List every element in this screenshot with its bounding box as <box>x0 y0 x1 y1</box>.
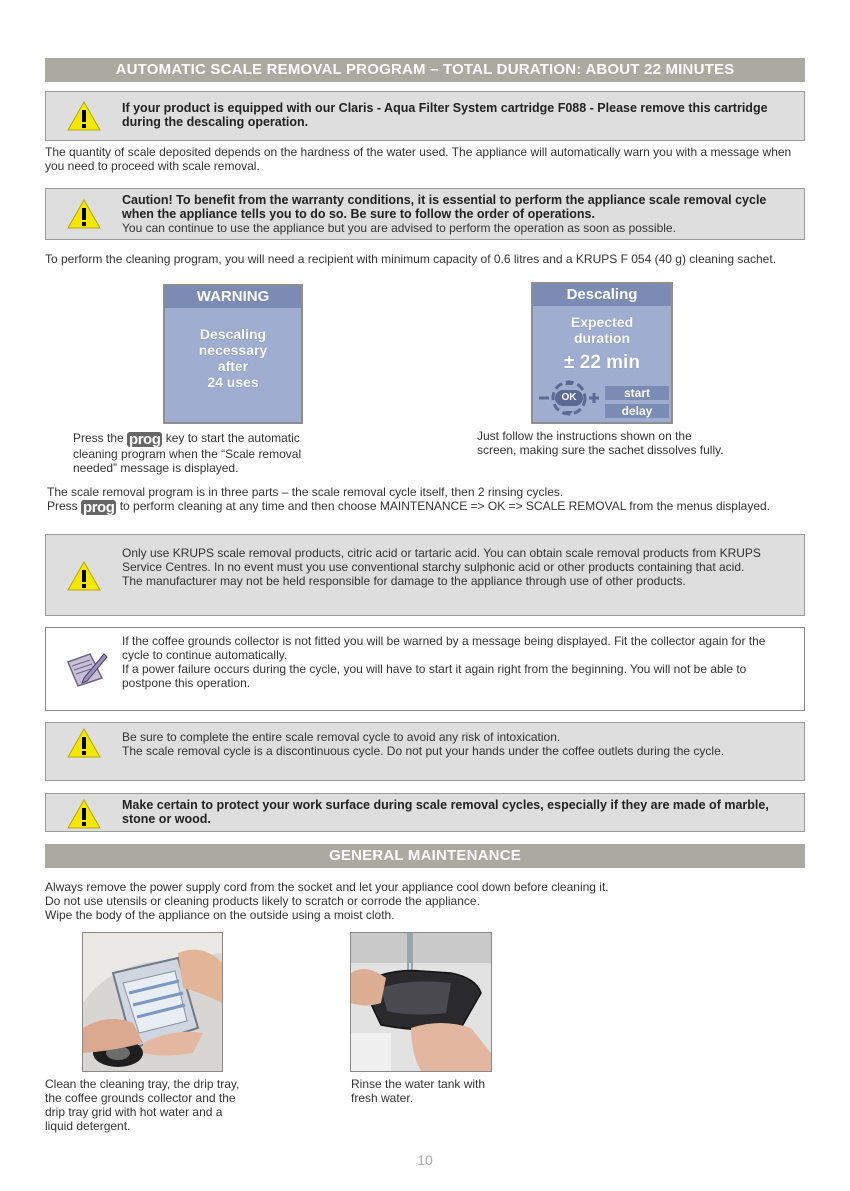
start-option: start <box>605 386 669 400</box>
paragraph-line: Always remove the power supply cord from the socket and let your appliance cool down before cleaning it. <box>45 880 609 894</box>
notice-filter-cartridge <box>45 91 805 141</box>
screen-line: Descaling <box>199 326 267 342</box>
paragraph-requirements: To perform the cleaning program, you will need a recipient with minimum capacity of 0.6 litres and a KRUPS F 054 (40 g) cleaning sachet. <box>45 252 777 266</box>
prog-key-icon: prog <box>129 431 161 448</box>
paragraph-three-parts <box>47 485 807 515</box>
screen-line: necessary <box>198 342 268 358</box>
note-line: If the coffee grounds collector is not fitted you will be warned by a message being displayed. Fit the collector again for the cycle to continue automatically. <box>122 634 766 662</box>
notice-text: Make certain to protect your work surface during scale removal cycles, especially if they are made of marble, stone or wood. <box>122 798 769 826</box>
caption-follow-instructions: Just follow the instructions shown on the screen, making sure the sachet dissolves fully. <box>477 429 724 457</box>
notice-bold-text: Caution! To benefit from the warranty conditions, it is essential to perform the appliance scale removal cycle when the appliance tells you to do so. Be sure to follow the order of operations. <box>122 193 767 221</box>
notice-protect-surface <box>45 793 805 832</box>
display-warning-screen <box>163 284 303 424</box>
screen-line: after <box>217 358 249 374</box>
caption-text: key to start the automatic cleaning program when the “Scale removal needed” message is displayed. <box>73 431 302 475</box>
caption-text: Press the <box>73 431 124 445</box>
notice-line: Be sure to complete the entire scale removal cycle to avoid any risk of intoxication. <box>122 730 561 744</box>
caption-press-prog <box>73 431 335 475</box>
warning-icon <box>66 727 102 759</box>
caption-clean-tray: Clean the cleaning tray, the drip tray, the coffee grounds collector and the drip tray grid with hot water and a liquid detergent. <box>45 1077 240 1133</box>
screen-header: WARNING <box>165 286 301 308</box>
note-text <box>122 634 796 690</box>
notice-krups-products <box>45 534 805 616</box>
paragraph-maintenance <box>45 880 805 922</box>
note-pencil-icon <box>64 648 108 690</box>
notice-line: Only use KRUPS scale removal products, citric acid or tartaric acid. You can obtain scale removal products from KRUPS Service Centres. In no event must you use conventional starchy sulphonic acid or other products containing that acid. <box>122 546 761 574</box>
paragraph-scale-quantity: The quantity of scale deposited depends on the hardness of the water used. The appliance will automatically warn you with a message when you need to proceed with scale removal. <box>45 145 792 173</box>
notice-line: The manufacturer may not be held responsible for damage to the appliance through use of other products. <box>122 574 686 588</box>
water-tank-illustration <box>351 933 491 1071</box>
paragraph-line: Wipe the body of the appliance on the outside using a moist cloth. <box>45 908 395 922</box>
notice-complete-cycle <box>45 722 805 781</box>
warning-icon <box>66 198 102 230</box>
notice-text <box>122 730 796 758</box>
notice-warranty-caution <box>45 188 805 240</box>
screen-line: duration <box>574 330 630 346</box>
photo-water-tank <box>350 932 492 1072</box>
delay-option: delay <box>605 404 669 418</box>
notice-line: The scale removal cycle is a discontinuous cycle. Do not put your hands under the coffee outlets during the cycle. <box>122 744 725 758</box>
notice-text <box>122 546 796 588</box>
note-line: If a power failure occurs during the cycle, you will have to start it again right from the beginning. You will not be able to postpone this operation. <box>122 662 747 690</box>
photo-cleaning-tray <box>82 932 223 1072</box>
notice-normal-text: You can continue to use the appliance but you are advised to perform the operation as soon as possible. <box>122 221 676 235</box>
caption-rinse-tank: Rinse the water tank with fresh water. <box>351 1077 486 1105</box>
paragraph-line: The scale removal program is in three parts – the scale removal cycle itself, then 2 rinsing cycles. <box>47 485 564 499</box>
cleaning-tray-illustration <box>83 933 222 1071</box>
page-number: 10 <box>417 1152 433 1168</box>
section-title-scale-removal: AUTOMATIC SCALE REMOVAL PROGRAM – TOTAL DURATION: ABOUT 22 MINUTES <box>45 58 805 82</box>
section-title-general-maintenance: GENERAL MAINTENANCE <box>45 844 805 868</box>
screen-line: Expected <box>570 314 634 330</box>
note-grounds-collector <box>45 627 805 711</box>
warning-icon <box>66 560 102 592</box>
screen-line: 24 uses <box>207 374 259 390</box>
warning-icon <box>66 798 102 830</box>
prog-key-icon: prog <box>83 499 115 516</box>
screen-header: Descaling <box>533 284 671 306</box>
notice-text: If your product is equipped with our Claris - Aqua Filter System cartridge F088 - Please remove this cartridge during the descaling operation. <box>122 101 768 129</box>
ok-button: OK <box>555 390 583 406</box>
paragraph-line: Do not use utensils or cleaning products likely to scratch or corrode the appliance. <box>45 894 480 908</box>
screen-duration: ± 22 min <box>564 352 640 373</box>
warning-icon <box>66 100 102 132</box>
notice-text <box>122 193 796 235</box>
display-descaling-screen <box>531 282 673 424</box>
paragraph-text: to perform cleaning at any time and then choose MAINTENANCE => OK => SCALE REMOVAL from the menus displayed. <box>119 499 771 513</box>
paragraph-text: Press <box>47 499 78 513</box>
